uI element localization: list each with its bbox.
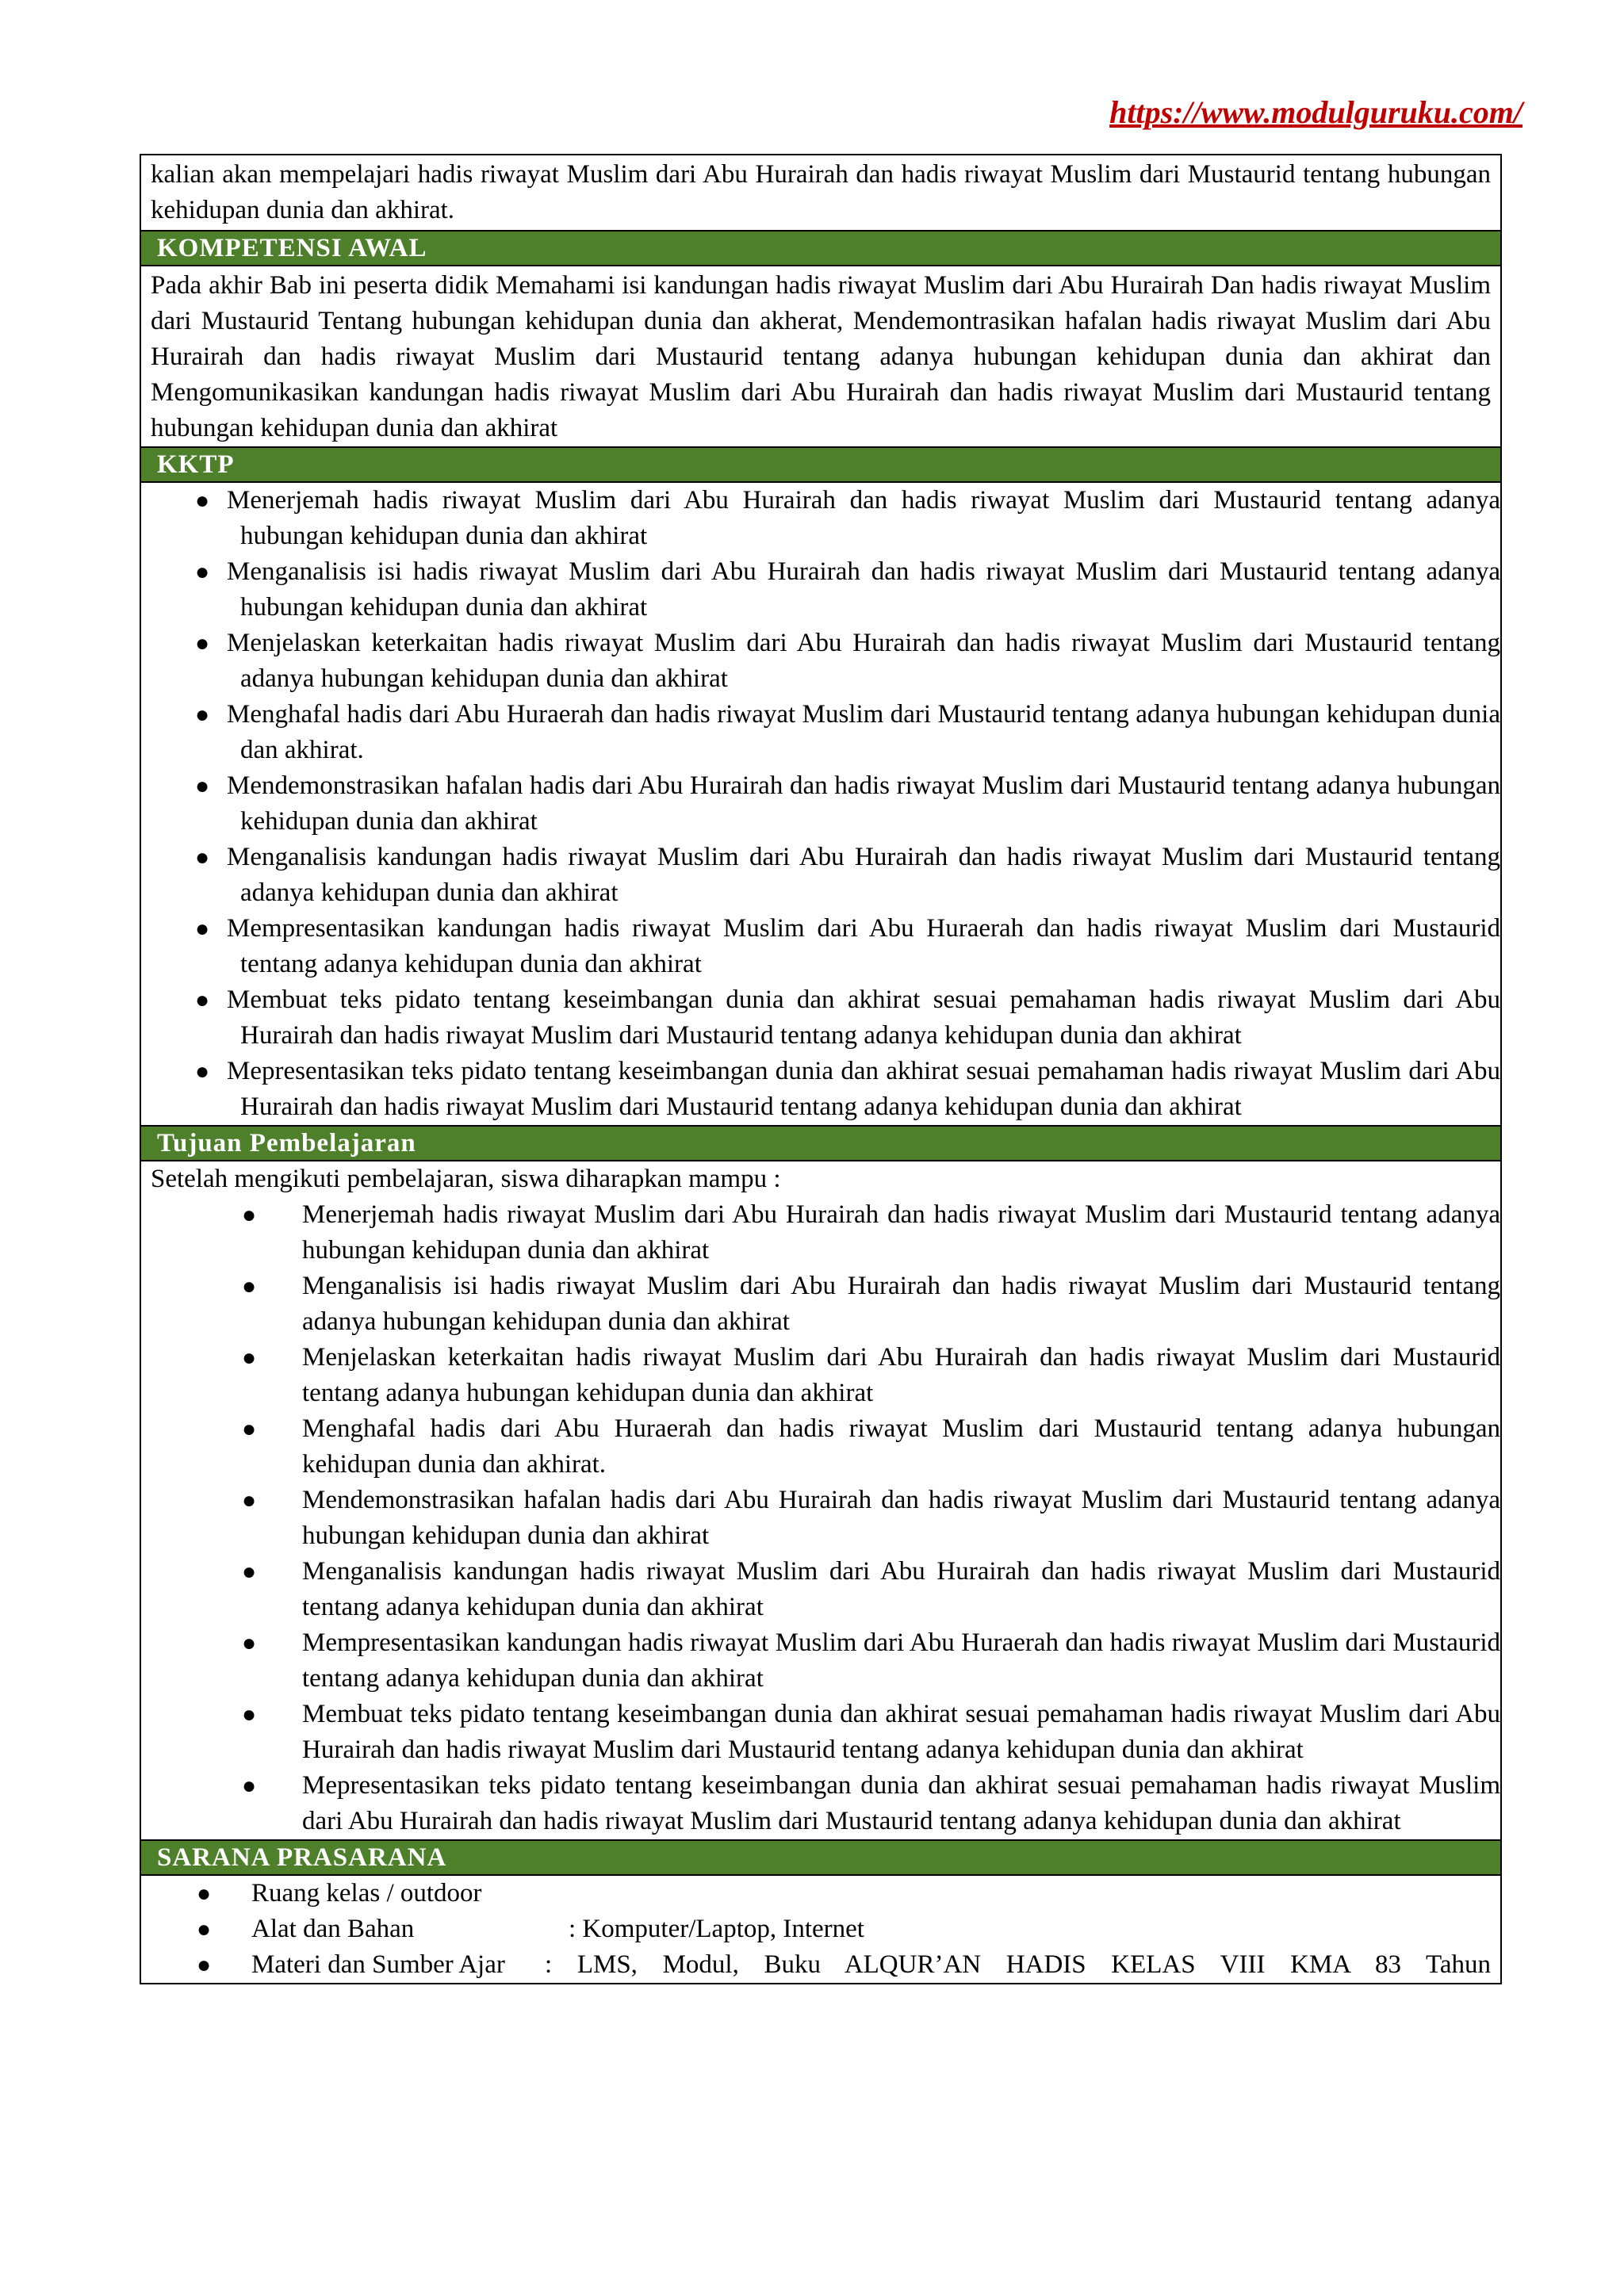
intro-text: kalian akan mempelajari hadis riwayat Muslim dari Abu Hurairah dan hadis riwayat Muslim dari Mustaurid tentang hubungan kehidupan dunia dan akhirat. — [141, 155, 1500, 232]
tujuan-list — [141, 1197, 1500, 1839]
kktp-item — [141, 1054, 1500, 1125]
tujuan-item — [141, 1340, 1500, 1411]
sarana-item — [141, 1911, 1491, 1947]
kktp-item-text: Menjelaskan keterkaitan hadis riwayat Muslim dari Abu Hurairah dan hadis riwayat Muslim dari Mustaurid tentang adanya hubungan kehidupan dunia dan akhirat — [227, 629, 1500, 693]
kktp-item-text: Menerjemah hadis riwayat Muslim dari Abu Hurairah dan hadis riwayat Muslim dari Mustaurid tentang adanya hubungan kehidupan dunia dan akhirat — [227, 486, 1500, 550]
bullet-icon: ● — [242, 1202, 257, 1228]
bullet-icon: ● — [242, 1487, 257, 1513]
bullet-icon: ● — [195, 773, 210, 799]
sarana-list — [141, 1876, 1491, 1983]
tujuan-item — [141, 1768, 1500, 1839]
tujuan-item-text: Membuat teks pidato tentang keseimbangan dunia dan akhirat sesuai pemahaman hadis riwayat Muslim dari Abu Hurairah dan hadis riwayat Muslim dari Mustaurid tentang adanya kehidupan dunia dan akhirat — [302, 1700, 1500, 1764]
kktp-item — [141, 483, 1500, 554]
sarana-section — [141, 1876, 1500, 1983]
bullet-icon: ● — [242, 1773, 257, 1799]
section-header-kompetensi-awal: KOMPETENSI AWAL — [141, 232, 1500, 266]
kktp-item-text: Menganalisis isi hadis riwayat Muslim dari Abu Hurairah dan hadis riwayat Muslim dari Mustaurid tentang adanya hubungan kehidupan dunia dan akhirat — [227, 557, 1500, 622]
bullet-icon: ● — [242, 1630, 257, 1656]
kompetensi-awal-text: Pada akhir Bab ini peserta didik Memahami isi kandungan hadis riwayat Muslim dari Abu Hurairah Dan hadis riwayat Muslim dari Mustaurid Tentang hubungan kehidupan dunia dan akherat, Mendemontrasikan hafalan hadis riwayat Muslim dari Abu Hurairah dan hadis riwayat Muslim dari Mustaurid tentang adanya hubungan kehidupan dunia dan akhirat dan Mengomunikasikan kandungan hadis riwayat Muslim dari Abu Hurairah dan hadis riwayat Muslim dari Mustaurid tentang hubungan kehidupan dunia dan akhirat — [141, 266, 1500, 448]
tujuan-item-text: Menganalisis isi hadis riwayat Muslim dari Abu Hurairah dan hadis riwayat Muslim dari Mustaurid tentang adanya hubungan kehidupan dunia dan akhirat — [302, 1272, 1500, 1336]
bullet-icon: ● — [195, 702, 210, 728]
tujuan-item — [141, 1411, 1500, 1483]
tujuan-item — [141, 1697, 1500, 1768]
bullet-icon: ● — [195, 916, 210, 942]
tujuan-item-text: Menjelaskan keterkaitan hadis riwayat Muslim dari Abu Hurairah dan hadis riwayat Muslim dari Mustaurid tentang adanya hubungan kehidupan dunia dan akhirat — [302, 1343, 1500, 1407]
bullet-icon: ● — [195, 559, 210, 585]
bullet-icon: ● — [195, 630, 210, 656]
bullet-icon: ● — [242, 1345, 257, 1371]
kktp-item-text: Mempresentasikan kandungan hadis riwayat Muslim dari Abu Huraerah dan hadis riwayat Muslim dari Mustaurid tentang adanya kehidupan dunia dan akhirat — [227, 914, 1500, 978]
tujuan-item — [141, 1554, 1500, 1625]
sarana-item — [141, 1876, 1491, 1911]
kktp-item-text: Menghafal hadis dari Abu Huraerah dan hadis riwayat Muslim dari Mustaurid tentang adanya hubungan kehidupan dunia dan akhirat. — [227, 700, 1500, 764]
bullet-icon: ● — [195, 987, 210, 1013]
tujuan-item-text: Mempresentasikan kandungan hadis riwayat Muslim dari Abu Huraerah dan hadis riwayat Muslim dari Mustaurid tentang adanya kehidupan dunia dan akhirat — [302, 1628, 1500, 1693]
tujuan-item-text: Menganalisis kandungan hadis riwayat Muslim dari Abu Hurairah dan hadis riwayat Muslim dari Mustaurid tentang adanya kehidupan dunia dan akhirat — [302, 1557, 1500, 1621]
tujuan-item — [141, 1483, 1500, 1554]
module-table — [140, 154, 1502, 1984]
kktp-item-text: Membuat teks pidato tentang keseimbangan dunia dan akhirat sesuai pemahaman hadis riwayat Muslim dari Abu Hurairah dan hadis riwayat Muslim dari Mustaurid tentang adanya kehidupan dunia dan akhirat — [227, 985, 1500, 1050]
bullet-icon: ● — [242, 1701, 257, 1728]
bullet-icon: ● — [197, 1952, 212, 1978]
bullet-icon: ● — [242, 1273, 257, 1299]
kktp-item — [141, 697, 1500, 768]
kktp-item — [141, 911, 1500, 982]
kktp-section — [141, 483, 1500, 1127]
kktp-item — [141, 626, 1500, 697]
kktp-item — [141, 554, 1500, 626]
kktp-item-text: Mendemonstrasikan hafalan hadis dari Abu Hurairah dan hadis riwayat Muslim dari Mustaurid tentang adanya hubungan kehidupan dunia dan akhirat — [227, 771, 1500, 836]
kktp-item-text: Menganalisis kandungan hadis riwayat Muslim dari Abu Hurairah dan hadis riwayat Muslim dari Mustaurid tentang adanya kehidupan dunia dan akhirat — [227, 843, 1500, 907]
sarana-item-key: Materi dan Sumber Ajar — [251, 1950, 505, 1979]
kktp-item — [141, 768, 1500, 840]
tujuan-item-text: Menghafal hadis dari Abu Huraerah dan hadis riwayat Muslim dari Mustaurid tentang adanya hubungan kehidupan dunia dan akhirat. — [302, 1414, 1500, 1479]
sarana-item-value: : Komputer/Laptop, Internet — [569, 1915, 864, 1943]
tujuan-item-text: Mepresentasikan teks pidato tentang keseimbangan dunia dan akhirat sesuai pemahaman hadis riwayat Muslim dari Abu Hurairah dan hadis riwayat Muslim dari Mustaurid tentang adanya kehidupan dunia dan akhirat — [302, 1771, 1500, 1835]
tujuan-item-text: Mendemonstrasikan hafalan hadis dari Abu Hurairah dan hadis riwayat Muslim dari Mustaurid tentang adanya hubungan kehidupan dunia dan akhirat — [302, 1486, 1500, 1550]
bullet-icon: ● — [195, 1058, 210, 1085]
kktp-list — [141, 483, 1500, 1125]
tujuan-section — [141, 1161, 1500, 1841]
bullet-icon: ● — [242, 1416, 257, 1442]
tujuan-lead: Setelah mengikuti pembelajaran, siswa diharapkan mampu : — [151, 1165, 781, 1193]
bullet-icon: ● — [197, 1881, 212, 1907]
tujuan-item-text: Menerjemah hadis riwayat Muslim dari Abu Hurairah dan hadis riwayat Muslim dari Mustaurid tentang adanya hubungan kehidupan dunia dan akhirat — [302, 1200, 1500, 1265]
section-header-kktp: KKTP — [141, 448, 1500, 483]
kktp-item-text: Mepresentasikan teks pidato tentang keseimbangan dunia dan akhirat sesuai pemahaman hadis riwayat Muslim dari Abu Hurairah dan hadis riwayat Muslim dari Mustaurid tentang adanya kehidupan dunia dan akhirat — [227, 1057, 1500, 1121]
website-link[interactable]: https://www.modulguruku.com/ — [1109, 94, 1522, 130]
bullet-icon: ● — [197, 1916, 212, 1942]
tujuan-item — [141, 1197, 1500, 1269]
section-header-tujuan-pembelajaran: Tujuan Pembelajaran — [141, 1127, 1500, 1161]
bullet-icon: ● — [242, 1559, 257, 1585]
sarana-item-key: Alat dan Bahan — [251, 1915, 415, 1943]
sarana-item-text: Ruang kelas / outdoor — [251, 1879, 482, 1908]
sarana-item — [141, 1947, 1491, 1983]
section-header-sarana-prasarana: SARANA PRASARANA — [141, 1841, 1500, 1876]
kktp-item — [141, 840, 1500, 911]
tujuan-item — [141, 1625, 1500, 1697]
tujuan-item — [141, 1269, 1500, 1340]
bullet-icon: ● — [195, 844, 210, 871]
bullet-icon: ● — [195, 488, 210, 514]
sarana-item-value: : LMS, Modul, Buku ALQUR’AN HADIS KELAS VIII KMA 83 Tahun — [545, 1950, 1491, 1979]
kktp-item — [141, 982, 1500, 1054]
